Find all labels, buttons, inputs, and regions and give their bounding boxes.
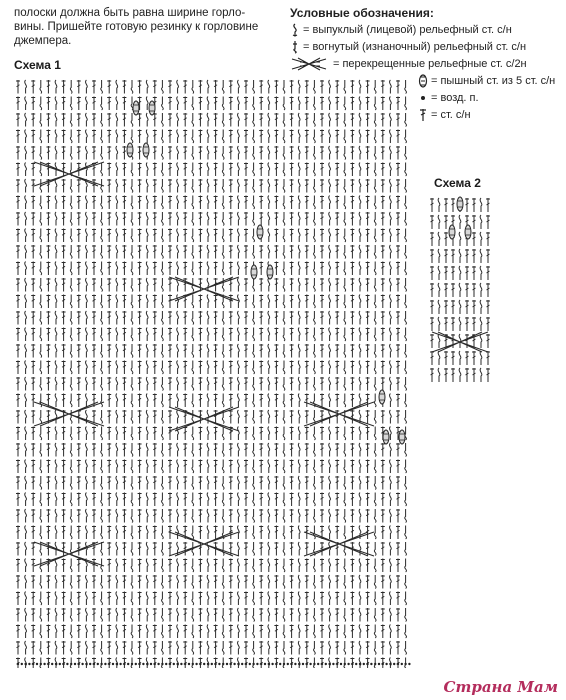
chain-icon — [418, 91, 428, 105]
legend-item-front-post — [290, 23, 560, 37]
intro-line: вины. Пришейте готовую резинку к горловине — [14, 21, 259, 33]
scheme-2-title: Схема 2 — [434, 176, 481, 190]
intro-line: джемпера. — [14, 35, 72, 47]
legend-item-label: = перекрещенные рельефные ст. с/2н — [333, 58, 527, 70]
puff-stitch-icon — [418, 74, 428, 88]
intro-text — [14, 6, 276, 48]
scheme-1-stitches — [16, 80, 411, 668]
dc-icon — [418, 108, 428, 122]
legend-item-label: = выпуклый (лицевой) рельефный ст. с/н — [303, 24, 512, 36]
back-post-dc-icon — [290, 40, 300, 54]
watermark: Страна Мам — [443, 678, 558, 696]
legend-item-puff — [418, 74, 560, 88]
intro-line: полоски должна быть равна ширине горло- — [14, 7, 246, 19]
legend-item-back-post — [290, 40, 560, 54]
scheme-1-title: Схема 1 — [14, 58, 61, 72]
front-post-dc-icon — [290, 23, 300, 37]
legend-title: Условные обозначения: — [290, 6, 434, 20]
legend-item-label: = вогнутый (изнаночный) рельефный ст. с/н — [303, 41, 527, 53]
scheme-2-stitches — [430, 197, 490, 382]
legend-item-dc — [418, 108, 560, 122]
legend-item-crossed-post — [290, 57, 560, 71]
crossed-post-dc-icon — [290, 57, 330, 71]
scheme-1-chart — [14, 72, 414, 668]
legend-item-label: = возд. п. — [431, 92, 479, 104]
legend-item-label: = ст. с/н — [431, 109, 471, 121]
legend-item-chain — [418, 91, 560, 105]
scheme-2-chart — [428, 192, 494, 392]
legend-item-label: = пышный ст. из 5 ст. с/н — [431, 75, 556, 87]
